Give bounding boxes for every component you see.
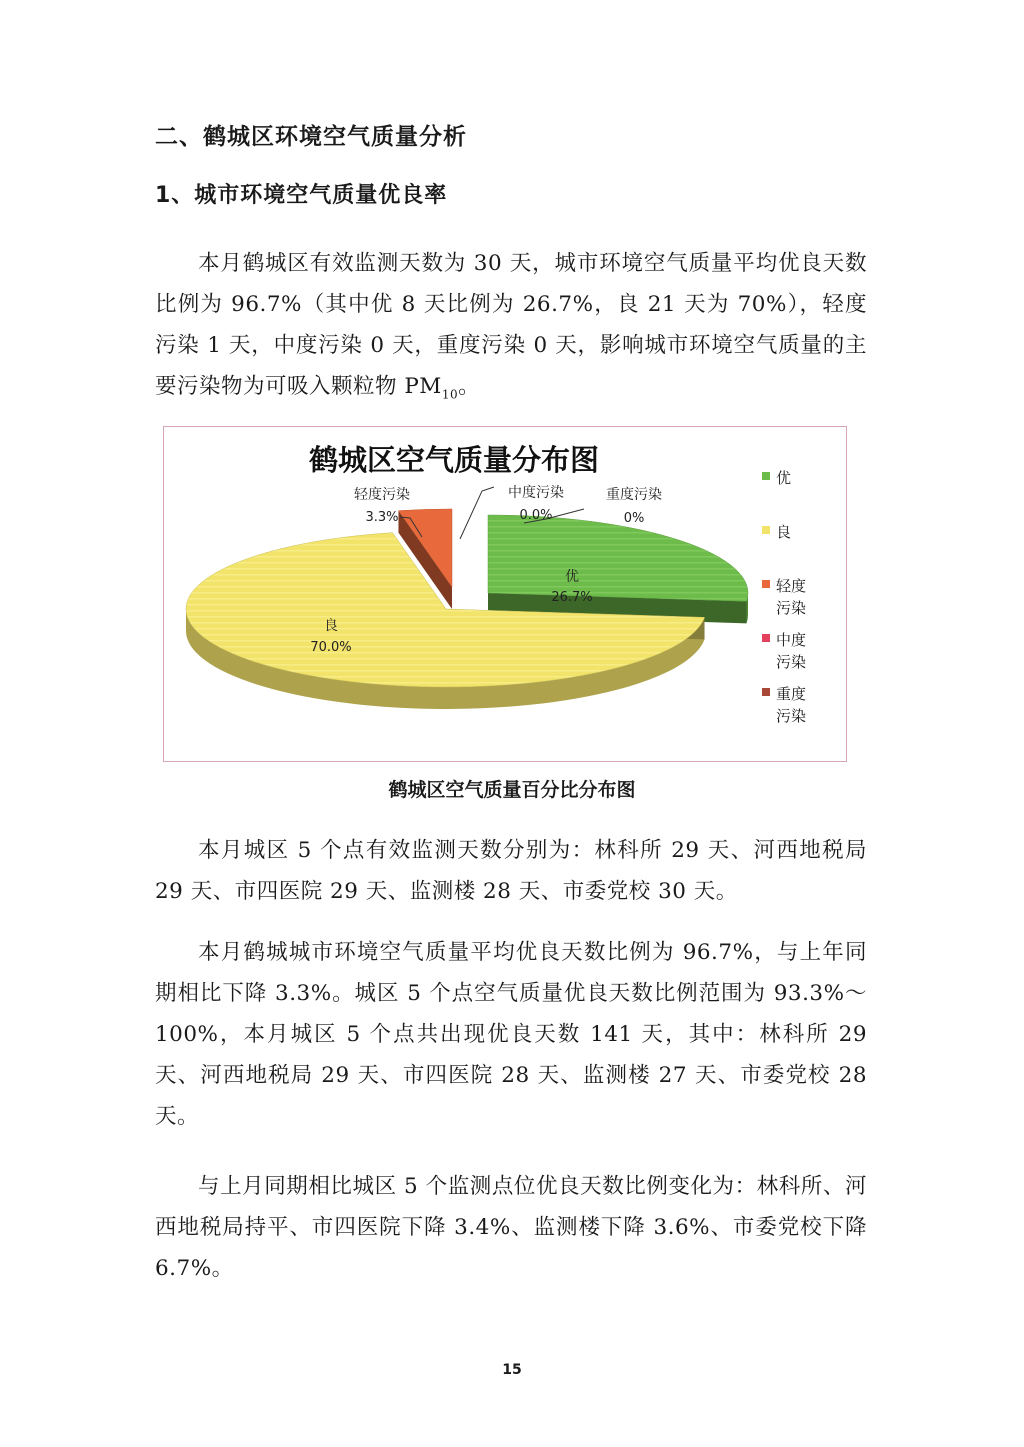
legend-label: 优 [776, 469, 792, 487]
legend-label: 良 [776, 523, 792, 541]
data-label-category-0: 优 [565, 569, 579, 585]
data-label-category-4: 重度污染 [606, 487, 662, 503]
legend-label: 中度污染 [776, 631, 807, 671]
section-heading: 二、鹤城区环境空气质量分析 [155, 124, 467, 150]
page-number: 15 [502, 1362, 522, 1378]
legend-swatch [762, 472, 770, 480]
pie-slice-0 [488, 515, 748, 601]
paragraph-site-days: 本月城区 5 个点有效监测天数分别为：林科所 29 天、河西地税局 29 天、市四医院 29 天、监测楼 28 天、市委党校 30 天。 [155, 838, 867, 904]
subsection-heading: 1、城市环境空气质量优良率 [155, 183, 448, 208]
paragraph-text: 本月鹤城区有效监测天数为 30 天，城市环境空气质量平均优良天数比例为 96.7%（其中优 8 天比例为 26.7%，良 21 天为 70%），轻度污染 1 天，中度污染 0 天，重度污染 0 天，影响城市环境空气质量的主要污染物为可吸入颗粒物 PM [155, 251, 867, 399]
paragraph-yearly-comparison: 本月鹤城城市环境空气质量平均优良天数比例为 96.7%，与上年同期相比下降 3.3%。城区 5 个点空气质量优良天数比例范围为 93.3%～100%，本月城区 5 个点共出现优良天数 141 天，其中：林科所 29 天、河西地税局 29 天、市四医院 28 天、监测楼 27 天、市委党校 28 天。 [155, 940, 867, 1129]
legend-label: 轻度污染 [776, 577, 807, 617]
data-label-value-0: 26.7% [551, 590, 593, 605]
data-label-category-1: 良 [324, 618, 338, 634]
chart-title: 鹤城区空气质量分布图 [308, 443, 600, 477]
legend-swatch [762, 526, 770, 534]
paragraph-monthly-comparison: 与上月同期相比城区 5 个监测点位优良天数比例变化为：林科所、河西地税局持平、市四医院下降 3.4%、监测楼下降 3.6%、市委党校下降 6.7%。 [155, 1174, 867, 1281]
pie-chart-panel [163, 426, 847, 762]
legend-swatch [762, 688, 770, 696]
data-label-category-3: 中度污染 [508, 485, 564, 501]
legend-swatch [762, 634, 770, 642]
paragraph-monitoring-summary [155, 243, 867, 415]
pie-chart [164, 427, 846, 761]
subscript-pm10: 10 [441, 387, 459, 402]
legend-swatch [762, 580, 770, 588]
data-label-category-2: 轻度污染 [354, 487, 410, 503]
data-label-value-3: 0.0% [519, 508, 553, 523]
chart-caption: 鹤城区空气质量百分比分布图 [388, 779, 636, 801]
data-label-value-2: 3.3% [365, 510, 399, 525]
legend-label: 重度污染 [776, 685, 807, 725]
paragraph-end: 。 [458, 374, 481, 399]
data-label-value-4: 0% [623, 511, 645, 526]
data-label-value-1: 70.0% [310, 640, 352, 655]
